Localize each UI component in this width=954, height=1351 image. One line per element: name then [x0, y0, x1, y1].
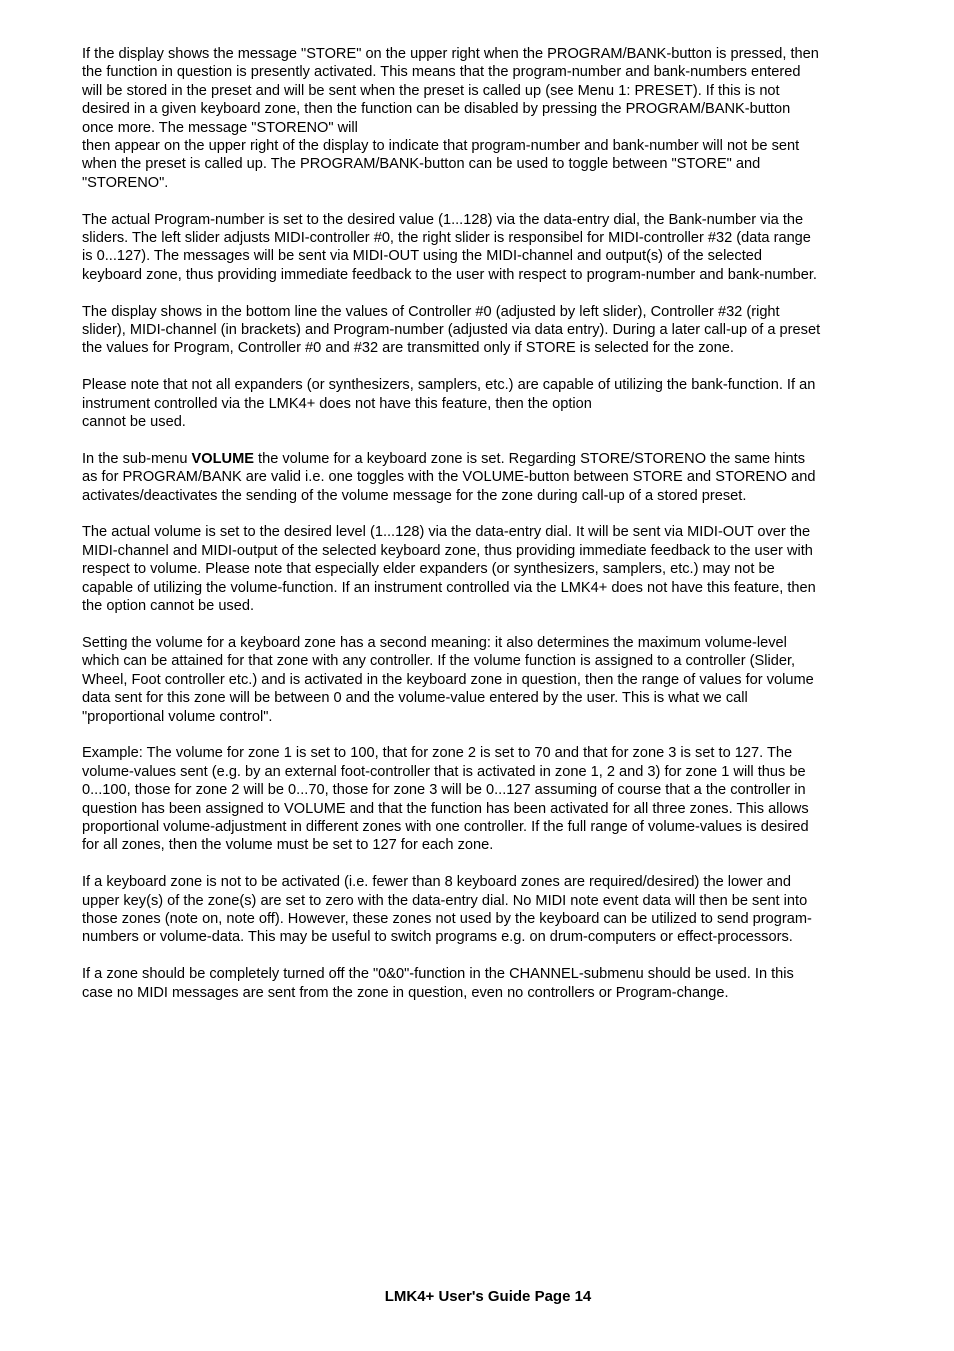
text-line — [82, 450, 896, 468]
text-line: MIDI-channel and MIDI-output of the selected keyboard zone, thus providing immediate feedback to the user with — [82, 542, 813, 559]
text-line: Wheel, Foot controller etc.) and is activated in the keyboard zone in question, then the range of values for volume — [82, 671, 814, 688]
text-line: case no MIDI messages are sent from the zone in question, even no controllers or Program-change. — [82, 984, 729, 1001]
text-line: If a keyboard zone is not to be activated (i.e. fewer than 8 keyboard zones are required/desired) the lower and — [82, 874, 792, 891]
text-line: activates/deactivates the sending of the volume message for the zone during call-up of a stored preset. — [82, 487, 747, 504]
paragraph-volume-submenu — [82, 450, 896, 505]
text-line: instrument controlled via the LMK4+ does not have this feature, then the option — [82, 395, 592, 412]
page-footer: LMK4+ User's Guide Page 14 — [384, 1288, 592, 1305]
paragraph-zone-off — [82, 965, 896, 1002]
text-line: 0...100, those for zone 2 will be 0...70, those for zone 3 will be 0...127 assuming of course that a the controller in — [82, 782, 806, 799]
text-line: will be stored in the preset and will be sent when the preset is called up (see Menu 1: PRESET). If this is not — [82, 82, 780, 99]
text-line: slider), MIDI-channel (in brackets) and Program-number (adjusted via data entry). During a later call-up of a preset — [82, 322, 821, 339]
paragraph-display-bottom-line — [82, 303, 896, 358]
paragraph-inactive-zone — [82, 873, 896, 947]
text-line: The actual volume is set to the desired level (1...128) via the data-entry dial. It will be sent via MIDI-OUT over the — [82, 524, 811, 541]
text-line: those zones (note on, note off). However, these zones not used by the keyboard can be utilized to send program- — [82, 910, 812, 927]
text-line: once more. The message "STORENO" will — [82, 119, 358, 136]
paragraph-program-number — [82, 211, 896, 285]
text-line: respect to volume. Please note that especially elder expanders (or synthesizers, samplers, etc.) may not be — [82, 561, 775, 578]
text-line: If the display shows the message "STORE" on the upper right when the PROGRAM/BANK-button is pressed, then — [82, 46, 819, 62]
text-line: The actual Program-number is set to the desired value (1...128) via the data-entry dial, the Bank-number via the — [82, 211, 804, 228]
text-line: the values for Program, Controller #0 and #32 are transmitted only if STORE is selected for the zone. — [82, 340, 734, 357]
document-body — [82, 45, 896, 1020]
text-line: If a zone should be completely turned off the "0&0"-function in the CHANNEL-submenu should be used. In this — [82, 966, 794, 983]
text-line: sliders. The left slider adjusts MIDI-controller #0, the right slider is responsibel for MIDI-controller #32 (data range — [82, 230, 811, 247]
text-line: "proportional volume control". — [82, 708, 273, 725]
text-line: desired in a given keyboard zone, then the function can be disabled by pressing the PROGRAM/BANK-button — [82, 101, 791, 118]
paragraph-proportional-volume — [82, 634, 896, 726]
text-line: then appear on the upper right of the display to indicate that program-number and bank-number will not be sent — [82, 138, 800, 155]
paragraph-bank-note — [82, 376, 896, 431]
text-line: is 0...127). The messages will be sent via MIDI-OUT using the MIDI-channel and output(s) of the selected — [82, 248, 763, 265]
text-line: which can be attained for that zone with any controller. If the volume function is assigned to a controller (Slider, — [82, 653, 796, 670]
text-line: when the preset is called up. The PROGRAM/BANK-button can be used to toggle between "STORE" and — [82, 156, 761, 173]
text-line: proportional volume-adjustment in different zones with one controller. If the full range of volume-values is desired — [82, 818, 809, 835]
text-line: the option cannot be used. — [82, 598, 255, 615]
text-line: numbers or volume-data. This may be useful to switch programs e.g. on drum-computers or effect-processors. — [82, 929, 793, 946]
text-line: the function in question is presently activated. This means that the program-number and bank-numbers entered — [82, 64, 801, 81]
text-line: Please note that not all expanders (or synthesizers, samplers, etc.) are capable of utilizing the bank-function. If an — [82, 377, 816, 394]
text-line: "STORENO". — [82, 174, 169, 191]
text-line: The display shows in the bottom line the values of Controller #0 (adjusted by left slider), Controller #32 (right — [82, 303, 780, 320]
text-line: upper key(s) of the zone(s) are set to zero with the data-entry dial. No MIDI note event data will then be sent into — [82, 892, 808, 909]
text-line: as for PROGRAM/BANK are valid i.e. one toggles with the VOLUME-button between STORE and STORENO and — [82, 469, 816, 486]
text-line: question has been assigned to VOLUME and that the function has been activated for all three zones. This allows — [82, 800, 809, 817]
text-line: cannot be used. — [82, 414, 186, 431]
paragraph-volume-level — [82, 523, 896, 615]
text-line: capable of utilizing the volume-function. If an instrument controlled via the LMK4+ does not have this feature, then — [82, 579, 816, 596]
text-line: keyboard zone, thus providing immediate feedback to the user with respect to program-number and bank-number. — [82, 266, 817, 283]
paragraph-store-message — [82, 45, 896, 192]
text-line: data sent for this zone will be between 0 and the volume-value entered by the user. This is what we call — [82, 690, 748, 707]
text-line: volume-values sent (e.g. by an external foot-controller that is activated in zone 1, 2 and 3) for zone 1 will thus be — [82, 763, 806, 780]
text-fragment: the volume for a keyboard zone is set. Regarding STORE/STORENO the same hints — [253, 450, 806, 467]
volume-keyword: VOLUME — [191, 450, 254, 467]
text-line: Setting the volume for a keyboard zone has a second meaning: it also determines the maximum volume-level — [82, 634, 787, 651]
text-line: for all zones, then the volume must be set to 127 for each zone. — [82, 837, 494, 854]
paragraph-volume-example — [82, 744, 896, 854]
text-fragment: In the sub-menu — [82, 450, 192, 467]
text-line: Example: The volume for zone 1 is set to 100, that for zone 2 is set to 70 and that for zone 3 is set to 127. The — [82, 745, 793, 762]
